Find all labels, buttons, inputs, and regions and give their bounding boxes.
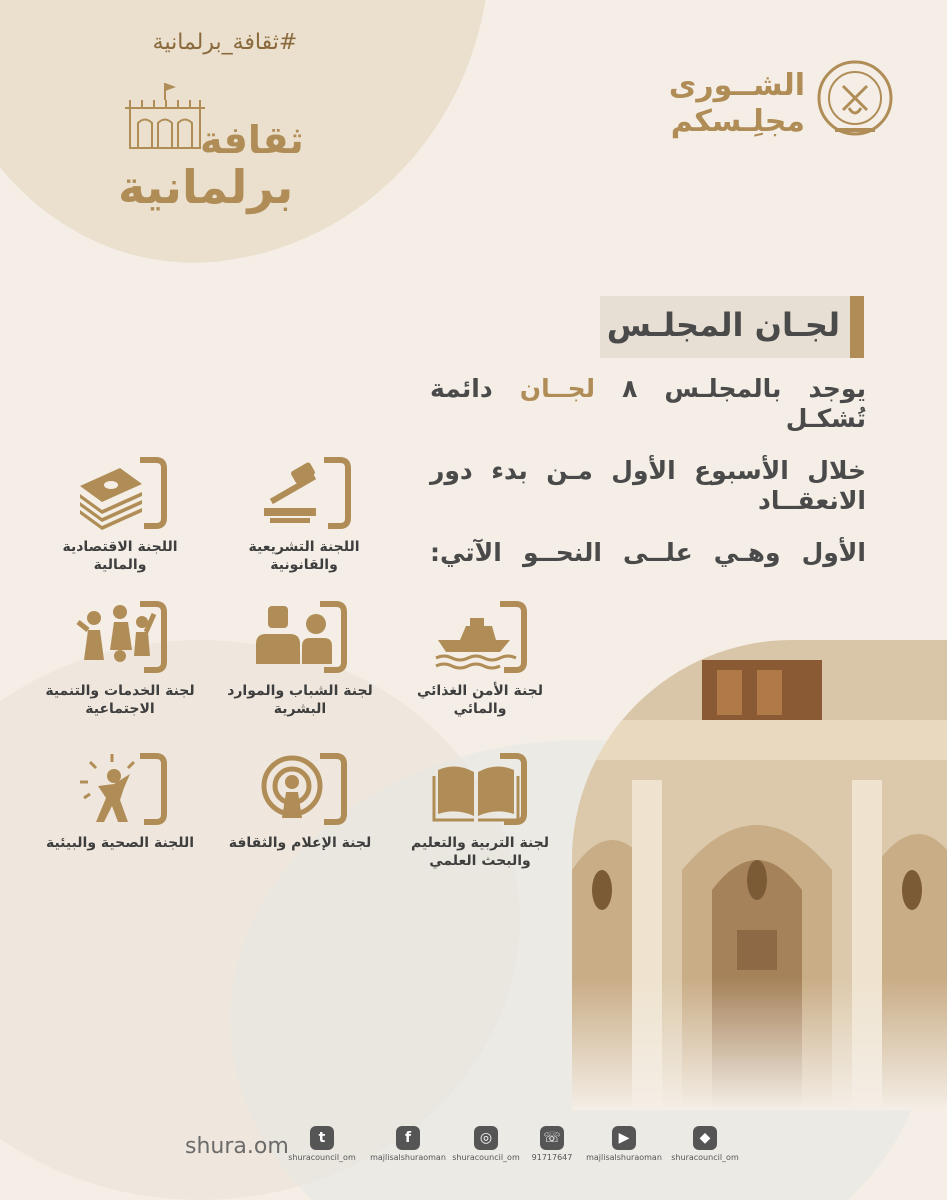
committee-food-water-label: لجنة الأمن الغذائي والمائي [416, 683, 544, 717]
heading-accent-bar [850, 296, 864, 358]
youtube-icon: ▶ [612, 1126, 636, 1150]
intro-line-1-c: دائمة تُشكـل [430, 374, 866, 433]
intro-line-2: خلال الأسبوع الأول مـن بدء دور الانعقــاد [430, 456, 866, 515]
book-icon [430, 752, 530, 828]
committee-education-research-label: لجنة التربية والتعليم والبحث العلمي [410, 835, 550, 869]
broadcast-icon [250, 752, 350, 828]
committee-social-services [30, 600, 210, 718]
snapchat-icon: ◆ [693, 1126, 717, 1150]
twitter-icon: t [310, 1126, 334, 1150]
intro-text [430, 374, 866, 590]
oman-emblem-icon [815, 58, 895, 138]
council-logo-text-2: مجلِـسكم [670, 104, 805, 139]
culture-logo-text: ثقافة [200, 118, 304, 162]
committee-health-environment-label: اللجنة الصحية والبيئية [45, 835, 195, 851]
committee-media-culture [210, 752, 390, 852]
website-link[interactable]: shura.om [185, 1134, 289, 1159]
health-icon [70, 752, 170, 828]
community-icon [70, 600, 170, 676]
council-building-photo [572, 640, 947, 1110]
whatsapp-icon: ☏ [540, 1126, 564, 1150]
people-icon [250, 600, 350, 676]
committee-health-environment [30, 752, 210, 852]
instagram-handle: shuracouncil_om [452, 1153, 520, 1162]
committee-education-research [390, 752, 570, 870]
committee-economic [30, 456, 210, 574]
intro-line-1 [430, 374, 866, 434]
committee-social-services-label: لجنة الخدمات والتنمية الاجتماعية [45, 683, 195, 717]
intro-line-1-a: يوجد بالمجلـس ٨ [595, 374, 866, 403]
committee-youth-hr-label: لجنة الشباب والموارد البشرية [227, 683, 373, 717]
committee-economic-label: اللجنة الاقتصادية والمالية [62, 539, 178, 573]
gavel-icon [254, 456, 354, 532]
intro-line-1-highlight: لجــان [519, 374, 595, 403]
youtube-handle: majlisalshuraoman [586, 1153, 662, 1162]
snapchat-link[interactable] [655, 1126, 755, 1162]
instagram-icon: ◎ [474, 1126, 498, 1150]
committee-legislative-label: اللجنة التشريعية والقانونية [248, 539, 360, 573]
committee-youth-hr [210, 600, 390, 718]
boat-icon [430, 600, 530, 676]
intro-line-3: الأول وهـي علــى النحــو الآتي: [430, 538, 866, 567]
facebook-icon: f [396, 1126, 420, 1150]
committee-media-culture-label: لجنة الإعلام والثقافة [228, 835, 372, 851]
committee-legislative [214, 456, 394, 574]
twitter-handle: shuracouncil_om [288, 1153, 356, 1162]
parliamentary-logo-text: برلمانية [118, 160, 294, 214]
hashtag: #ثقافة_برلمانية [152, 30, 298, 55]
money-stack-icon [70, 456, 170, 532]
council-logo-text-1: الشــورى [668, 68, 805, 103]
snapchat-handle: shuracouncil_om [671, 1153, 739, 1162]
committee-food-water [390, 600, 570, 718]
facebook-handle: majlisalshuraoman [370, 1153, 446, 1162]
twitter-link[interactable] [272, 1126, 372, 1162]
page-title: لجـان المجلـس [606, 306, 840, 344]
whatsapp-number: 91717647 [531, 1153, 573, 1162]
